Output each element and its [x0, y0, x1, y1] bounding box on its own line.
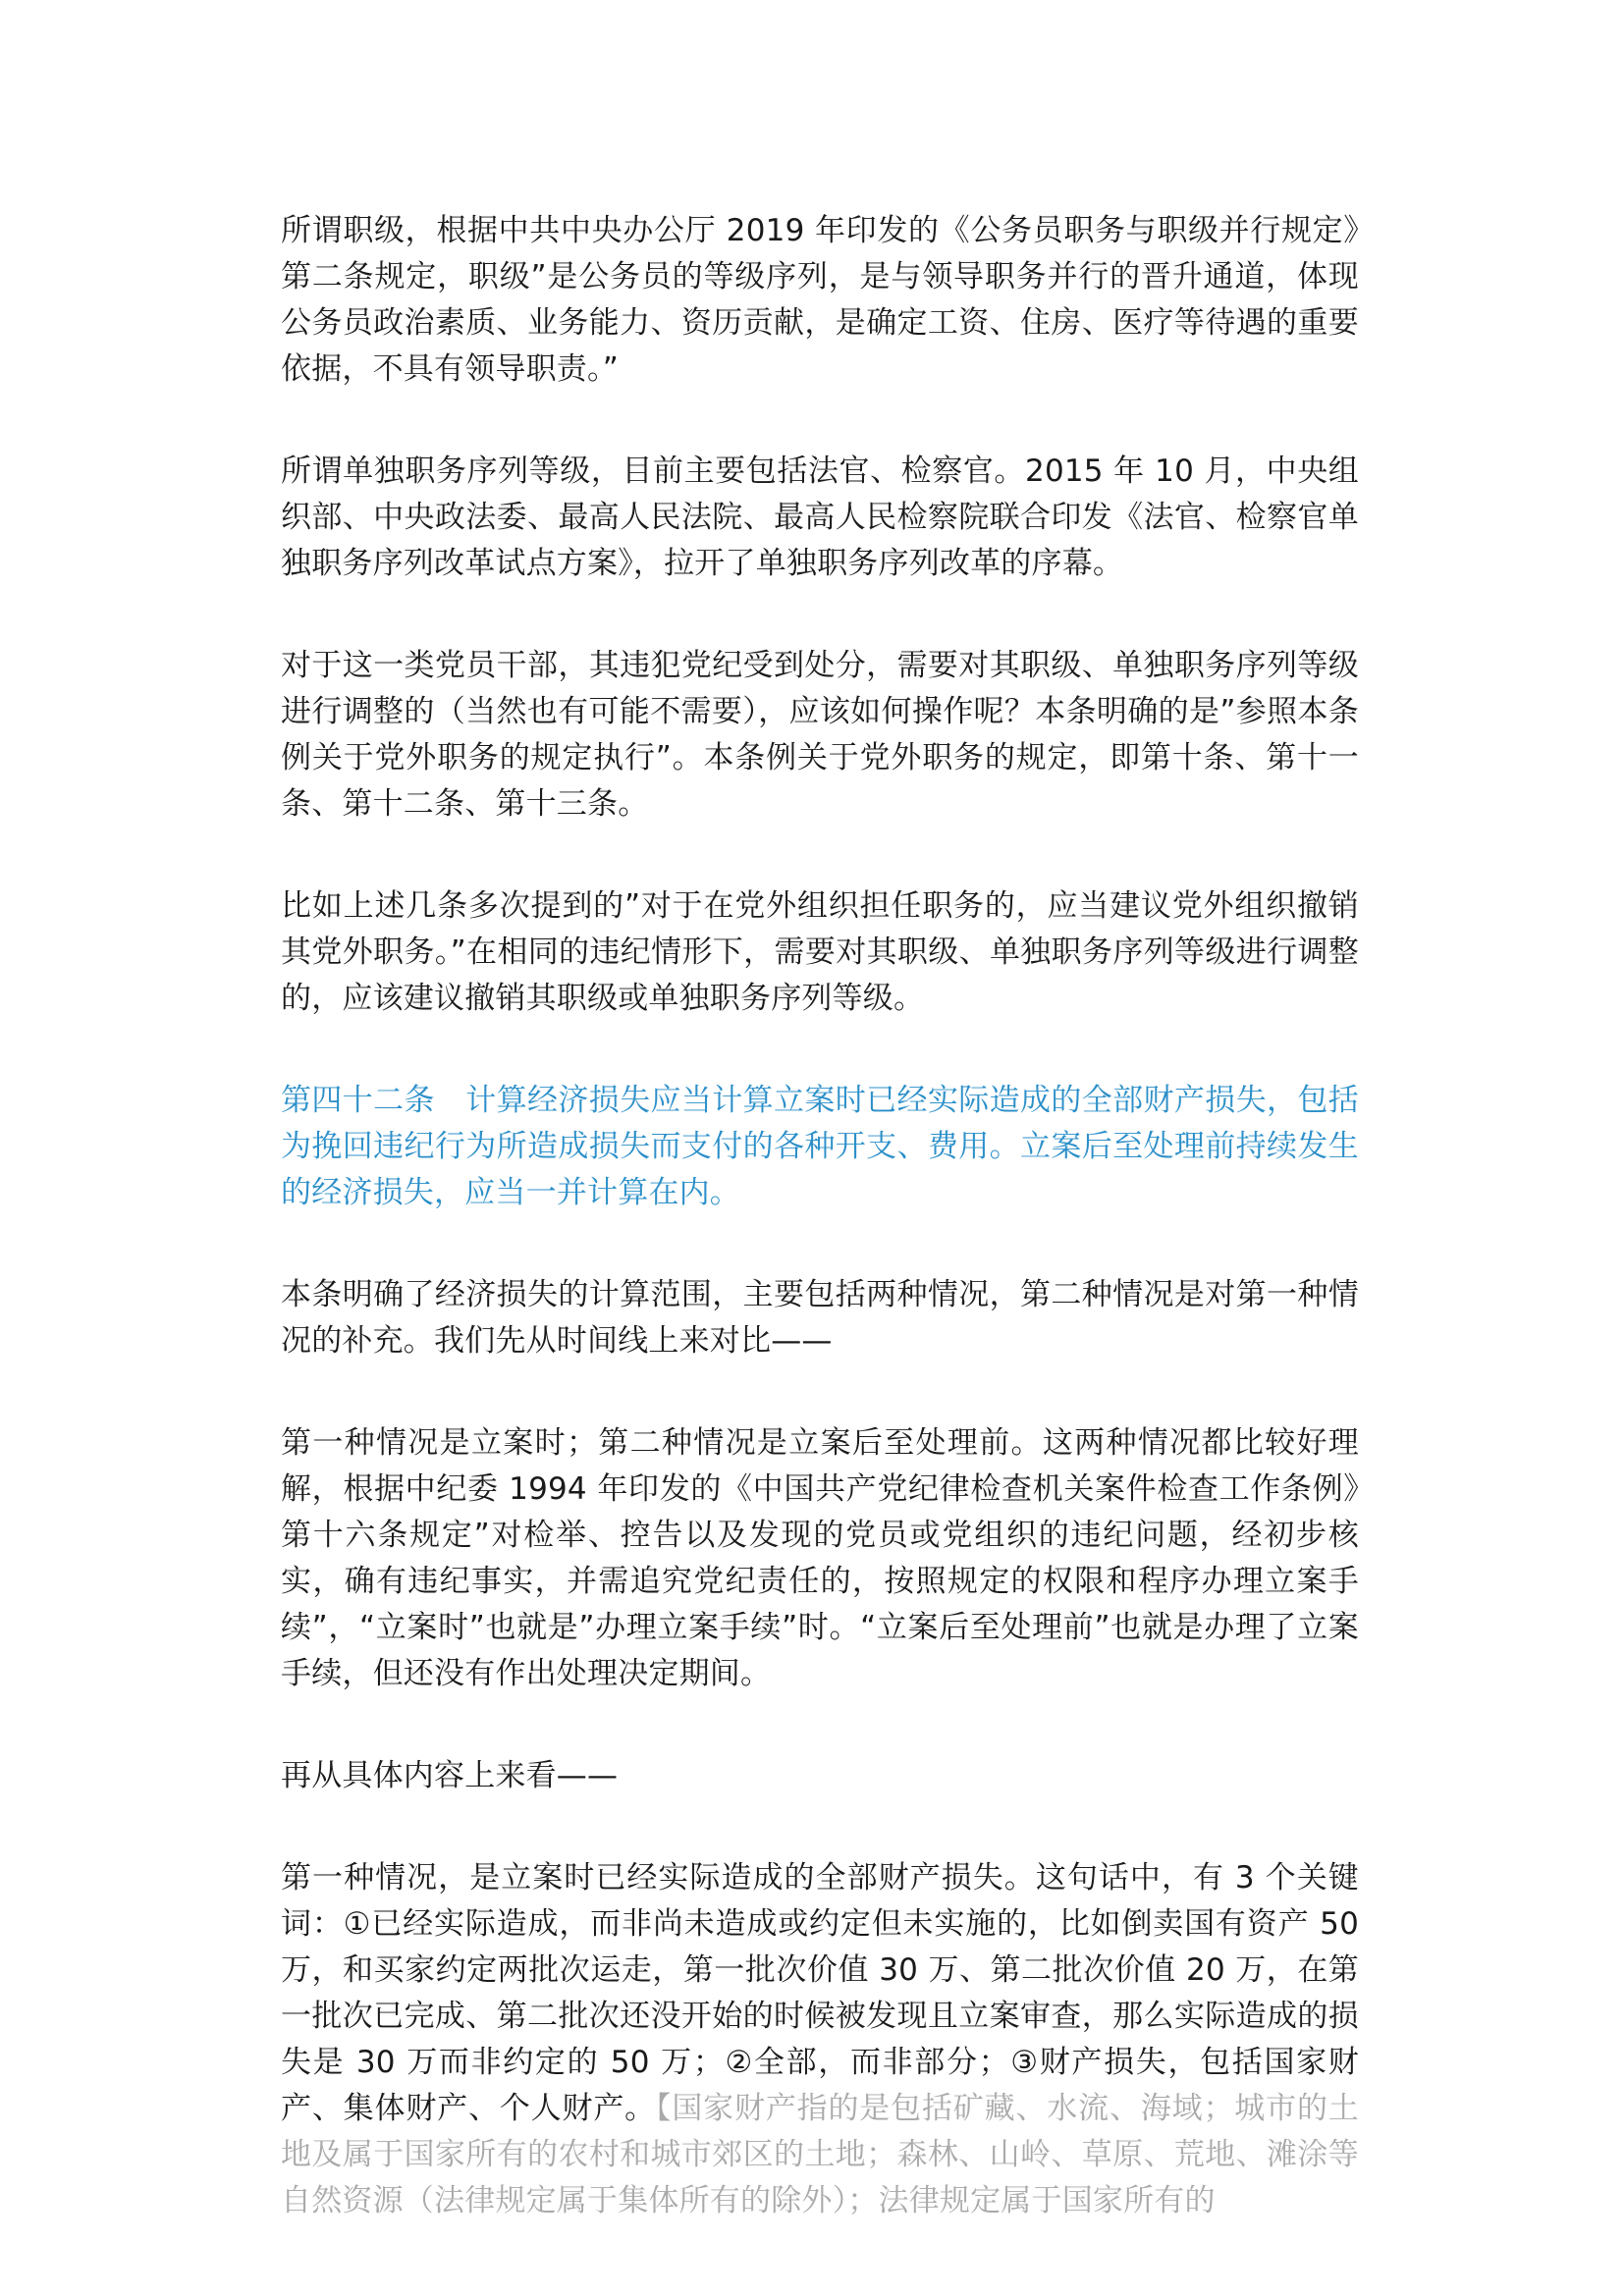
paragraph-loss-scope: 本条明确了经济损失的计算范围，主要包括两种情况，第二种情况是对第一种情况的补充。我们先从时间线上来对比—— — [281, 1277, 1359, 1359]
paragraph-adjustment-procedure: 对于这一类党员干部，其违犯党纪受到处分，需要对其职级、单独职务序列等级进行调整的（当然也有可能不需要），应该如何操作呢？本条明确的是”参照本条例关于党外职务的规定执行”。本条例关于党外职务的规定，即第十条、第十一条、第十二条、第十三条。 — [281, 648, 1359, 822]
document-body — [281, 208, 1359, 2224]
paragraph-example: 比如上述几条多次提到的”对于在党外组织担任职务的，应当建议党外组织撤销其党外职务。”在相同的违纪情形下，需要对其职级、单独职务序列等级进行调整的，应该建议撤销其职级或单独职务序列等级。 — [281, 888, 1359, 1016]
first-case-text: 第一种情况，是立案时已经实际造成的全部财产损失。这句话中，有 3 个关键词：①已经实际造成，而非尚未造成或约定但未实施的，比如倒卖国有资产 50 万，和买家约定两批次运走，第一批次价值 30 万、第二批次价值 20 万，在第一批次已完成、第二批次还没开始的时候被发现且立案审查，那么实际造成的损失是 30 万而非约定的 50 万；②全部，而非部分；③财产损失，包括国家财产、集体财产、个人财产。 — [281, 1860, 1359, 2126]
state-property-note: 【国家财产指的是包括矿藏、水流、海域；城市的土地及属于国家所有的农村和城市郊区的土地；森林、山岭、草原、荒地、滩涂等自然资源（法律规定属于集体所有的除外）；法律规定属于国家所有的 — [281, 2091, 1359, 2218]
article-42-heading: 第四十二条 计算经济损失应当计算立案时已经实际造成的全部财产损失，包括为挽回违纪行为所造成损失而支付的各种开支、费用。立案后至处理前持续发生的经济损失，应当一并计算在内。 — [281, 1083, 1359, 1210]
paragraph-timeline: 第一种情况是立案时；第二种情况是立案后至处理前。这两种情况都比较好理解，根据中纪委 1994 年印发的《中国共产党纪律检查机关案件检查工作条例》第十六条规定”对检举、控告以及发现的党员或党组织的违纪问题，经初步核实，确有违纪事实，并需追究党纪责任的，按照规定的权限和程序办理立案手续”，“立案时”也就是”办理立案手续”时。“立案后至处理前”也就是办理了立案手续，但还没有作出处理决定期间。 — [281, 1425, 1359, 1691]
paragraph-rank-definition: 所谓职级，根据中共中央办公厅 2019 年印发的《公务员职务与职级并行规定》第二条规定，职级”是公务员的等级序列，是与领导职务并行的晋升通道，体现公务员政治素质、业务能力、资历贡献，是确定工资、住房、医疗等待遇的重要依据，不具有领导职责。” — [281, 213, 1359, 387]
paragraph-content-intro: 再从具体内容上来看—— — [281, 1758, 619, 1793]
paragraph-first-case — [281, 1855, 1359, 2224]
paragraph-separate-rank-sequence: 所谓单独职务序列等级，目前主要包括法官、检察官。2015 年 10 月，中央组织部、中央政法委、最高人民法院、最高人民检察院联合印发《法官、检察官单独职务序列改革试点方案》，拉开了单独职务序列改革的序幕。 — [281, 454, 1359, 581]
